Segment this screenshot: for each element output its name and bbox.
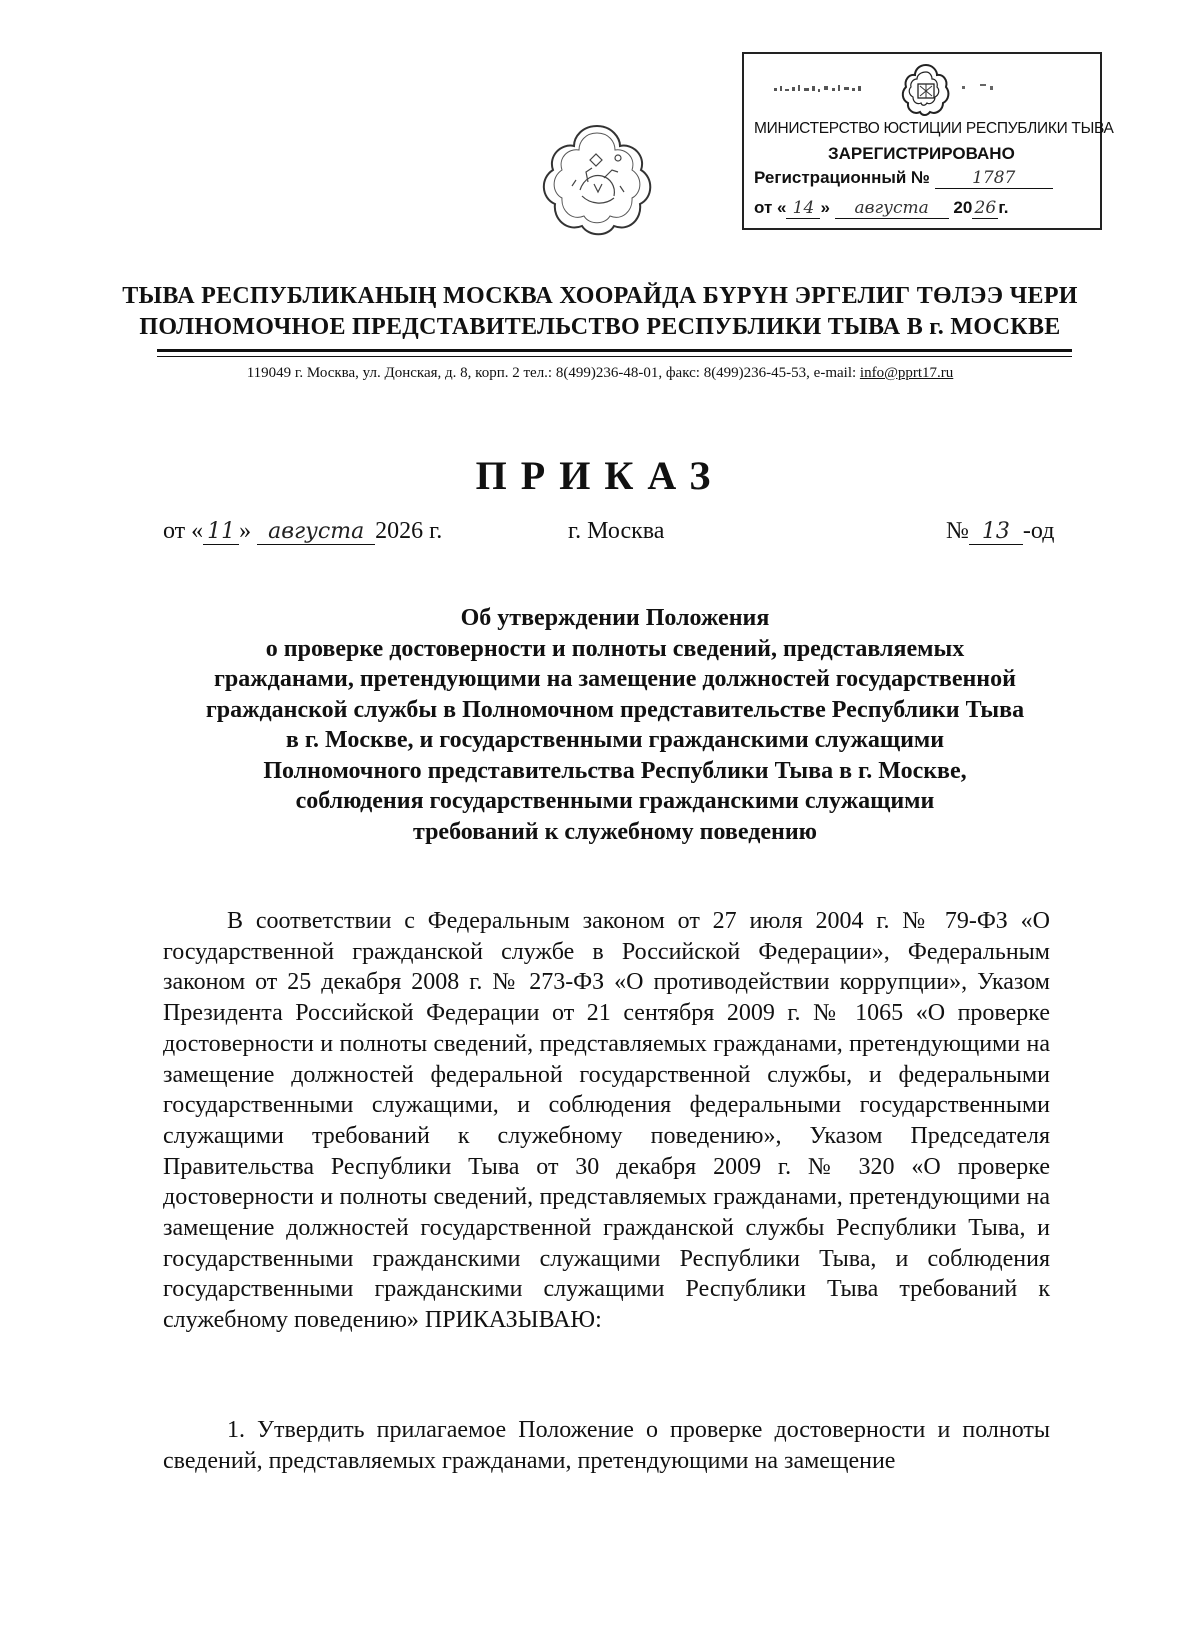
clause-1-paragraph (163, 1415, 1050, 1476)
header-rule-thick (157, 349, 1072, 352)
subject-line: Полномочного представительства Республики Тыва в г. Москве, (263, 757, 967, 784)
stamp-reg-number: 1787 (935, 168, 1053, 189)
stamp-date-line (754, 198, 1008, 219)
preamble-text: В соответствии с Федеральным законом от 27 июля 2004 г. № 79-ФЗ «О государственной гражданской службе в Российской Федерации», Федеральным законом от 25 декабря 2008 г. № 273-ФЗ «О противодействии коррупции», Указом Президента Российской Федерации от 21 сентября 2009 г. № 1065 «О проверке достоверности и полноты сведений, представляемых гражданами, претендующими на замещение должностей федеральной государственной службы, и федеральными государственными служащими, и соблюдения федеральными государственными служащими требований к служебному поведению», Указом Председателя Правительства Республики Тыва от 30 декабря 2009 г. № 320 «О проверке достоверности и полноты сведений, представляемых гражданами, претендующими на замещение должностей государственной гражданской службы Республики Тыва, и государственными гражданскими служащими Республики Тыва, и соблюдения государственными гражданскими служащими Республики Тыва требований к служебному поведению» ПРИКАЗЫВАЮ: (163, 908, 1050, 1334)
tuva-emblem-icon (532, 120, 662, 250)
subject-line: соблюдения государственными гражданскими служащими (295, 788, 935, 814)
subject-line: Об утверждении Положения (460, 605, 770, 631)
stamp-reg-number-line (754, 168, 1053, 189)
order-date-mid: » (239, 518, 252, 544)
contact-address (0, 365, 1200, 382)
subject-line: о проверке достоверности и полноты сведений, представляемых (265, 635, 965, 662)
order-subject (150, 603, 1080, 847)
order-number-value: 13 (969, 519, 1023, 545)
stamp-date-year-prefix: 20 (953, 198, 973, 217)
order-date-prefix: от « (163, 518, 204, 544)
subject-line: гражданами, претендующими на замещение должностей государственной (214, 666, 1016, 692)
stamp-ministry: МИНИСТЕРСТВО ЮСТИЦИИ РЕСПУБЛИКИ ТЫВА (754, 120, 1114, 137)
subject-line: гражданской службы в Полномочном представительстве Республики Тыва (205, 696, 1025, 723)
stamp-date-month: августа (835, 198, 949, 219)
stamp-emblem-icon (900, 62, 952, 118)
stamp-speckle-icon (774, 84, 864, 96)
order-date-month: августа (257, 519, 375, 545)
stamp-date-prefix: от « (754, 198, 787, 217)
order-number-suffix: -од (1022, 518, 1055, 544)
stamp-date-end: г. (998, 198, 1009, 217)
stamp-registered: ЗАРЕГИСТРИРОВАНО (828, 144, 1015, 163)
email-link[interactable]: info@pprt17.ru (859, 365, 954, 381)
order-date-day: 11 (203, 519, 239, 545)
document-title: ПРИКАЗ (475, 453, 725, 498)
subject-line: в г. Москве, и государственными гражданскими служащими (285, 727, 945, 753)
order-number (946, 518, 1054, 545)
address-text: 119049 г. Москва, ул. Донская, д. 8, корп. 2 тел.: 8(499)236-48-01, факс: 8(499)236-45-53, e-mail: (246, 365, 860, 381)
stamp-reg-number-label: Регистрационный № (754, 168, 930, 187)
stamp-date-year-suffix: 26 (972, 198, 998, 219)
org-name-russian: ПОЛНОМОЧНОЕ ПРЕДСТАВИТЕЛЬСТВО РЕСПУБЛИКИ ТЫВА В г. МОСКВЕ (139, 314, 1061, 340)
order-number-prefix: № (946, 518, 969, 544)
clause-1-text: 1. Утвердить прилагаемое Положение о проверке достоверности и полноты сведений, представляемых гражданами, претендующими на замещение (163, 1417, 1050, 1474)
subject-line: требований к служебному поведению (412, 818, 817, 845)
registration-stamp (742, 52, 1114, 230)
order-date-year: 2026 г. (375, 518, 443, 544)
order-city: г. Москва (568, 518, 665, 544)
header-rule-thin (157, 356, 1072, 357)
stamp-mark-icon (960, 82, 1000, 92)
preamble-paragraph (163, 906, 1050, 1336)
org-name-tuvan: ТЫВА РЕСПУБЛИКАНЫҢ МОСКВА ХООРАЙДА БҮРҮН ЭРГЕЛИГ ТӨЛЭЭ ЧЕРИ (122, 283, 1078, 309)
order-date (163, 518, 442, 545)
stamp-date-day: 14 (786, 198, 820, 219)
stamp-date-mid: » (820, 198, 830, 217)
